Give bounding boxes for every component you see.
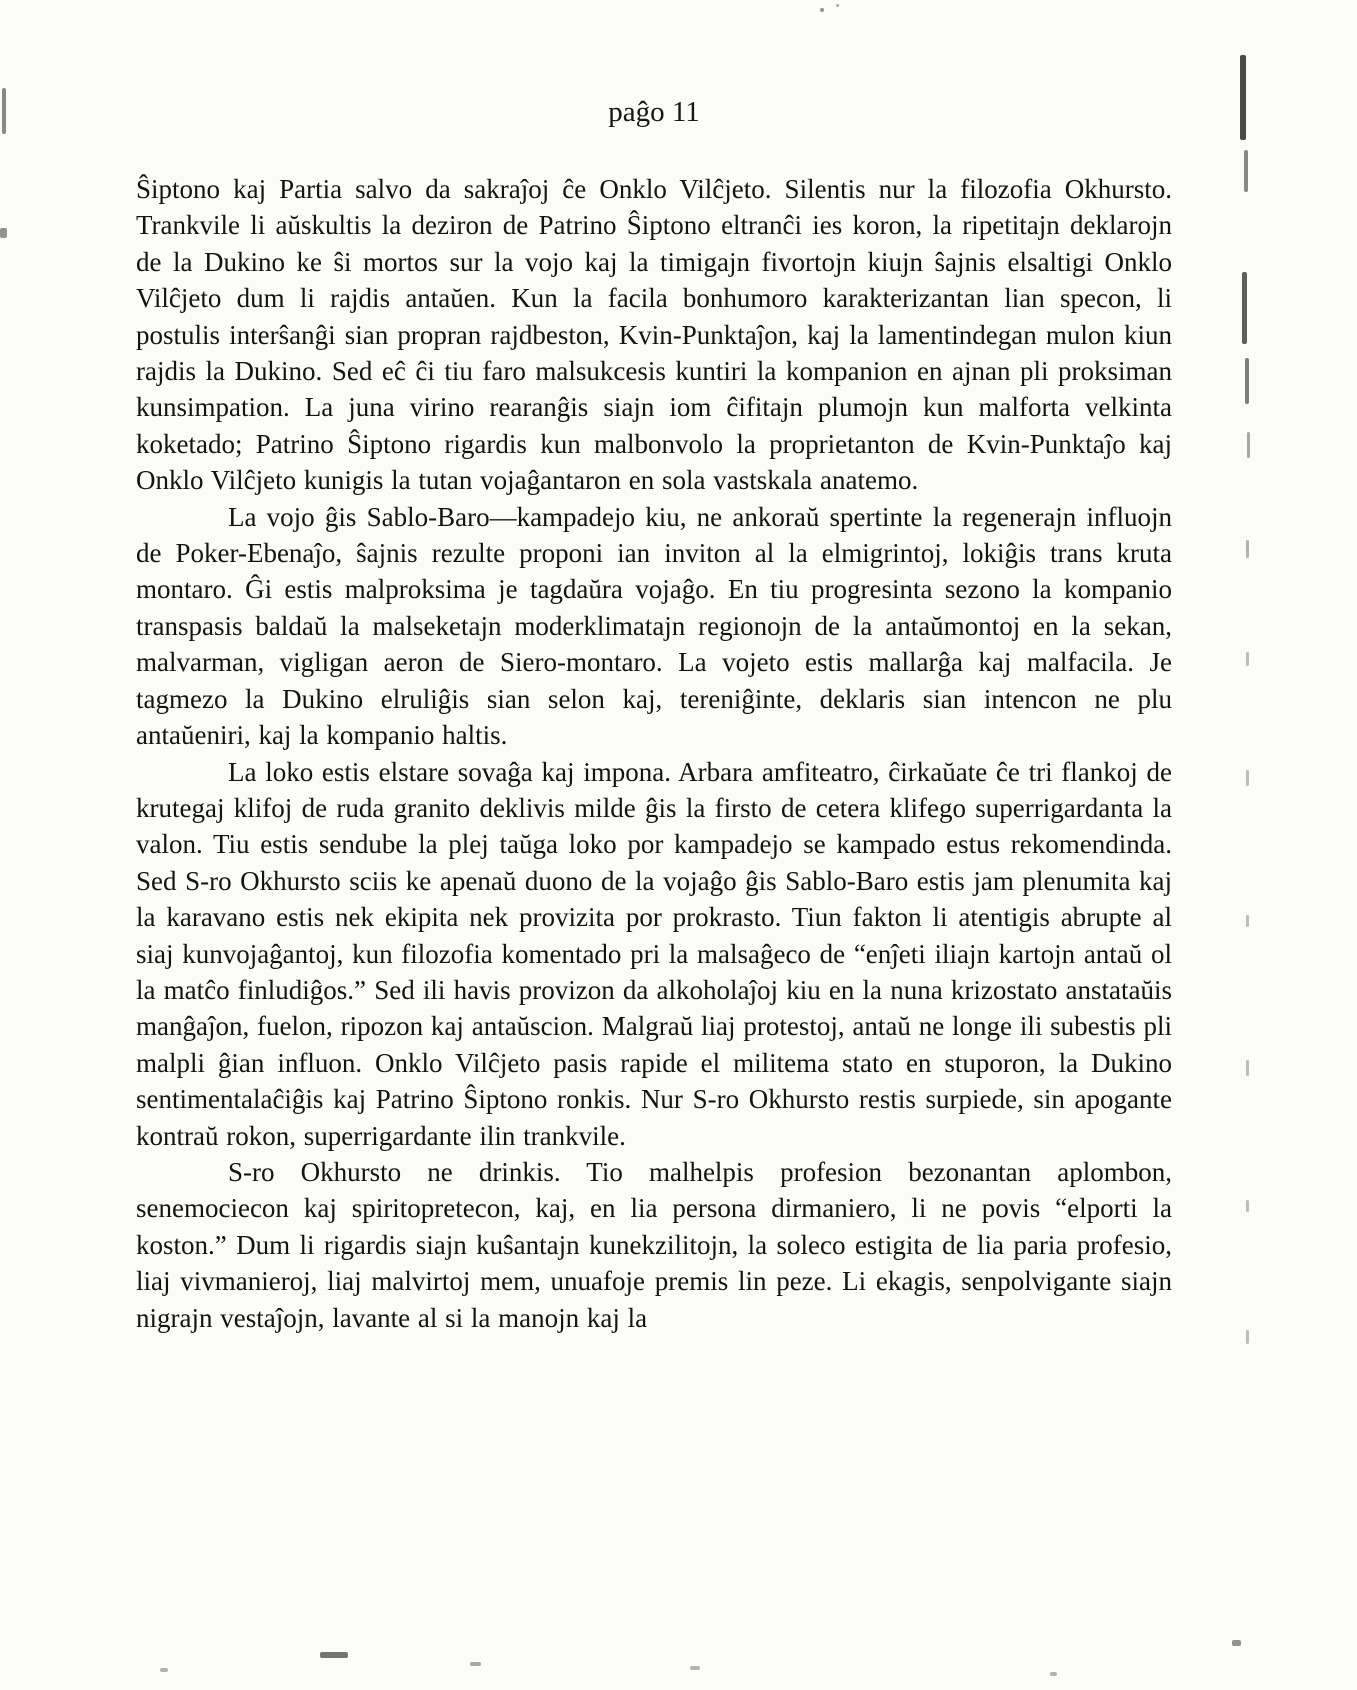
scan-artifact (1247, 432, 1250, 458)
scan-artifact (1246, 1200, 1249, 1212)
scan-artifact (320, 1652, 348, 1658)
paragraph: S-ro Okhursto ne drinkis. Tio malhelpis profesion bezonantan aplombon, senemociecon kaj spiritopretecon, kaj, en lia persona dirmaniero, li ne povis “elporti la koston.” Dum li rigardis siajn kuŝantajn kunekzilitojn, la soleco estigita de lia paria profesio, liaj vivmanieroj, liaj malvirtoj mem, unuafoje premis lin peze. Li ekagis, senpolvigante siajn nigrajn vestaĵojn, lavante al si la manojn kaj la (136, 1156, 1172, 1333)
paragraph: Ŝiptono kaj Partia salvo da sakraĵoj ĉe Onklo Vilĉjeto. Silentis nur la filozofia Okhursto. Trankvile li aŭskultis la deziron de Patrino Ŝiptono eltranĉi ies koron, la ripetitajn deklarojn de la Dukino ke ŝi mortos sur la vojo kaj la timigajn fivortojn kiujn ŝajnis elsaltigi Onklo Vilĉjeto dum li rajdis antaŭen. Kun la facila bonhumoro karakterizantan lian specon, li postulis interŝanĝi sian propran rajdbeston, Kvin-Punktaĵon, kaj la lamentindegan mulon kiun rajdis la Dukino. Sed eĉ ĉi tiu faro malsukcesis kuntiri la kompanion en ajnan pli proksiman kunsimpation. La juna virino rearanĝis siajn iom ĉifitajn plumojn kun malforta velkinta koketado; Patrino Ŝiptono rigardis kun malbonvolo la proprietanton de Kvin-Punktaĵo kaj Onklo Vilĉjeto kunigis la tutan vojaĝantaron en sola vastskala anatemo. (136, 174, 1172, 496)
scan-artifact (1240, 55, 1246, 140)
scan-artifact (690, 1666, 700, 1670)
scan-artifact (1246, 770, 1249, 786)
page-number: paĝo 11 (608, 96, 700, 128)
paragraph: La vojo ĝis Sablo-Baro—kampadejo kiu, ne ankoraŭ spertinte la regenerajn influojn de Poker-Ebenaĵo, ŝajnis rezulte proponi ian inviton al la elmigrintoj, lokiĝis trans kruta montaro. Ĝi estis malproksima je tagdaŭra vojaĝo. En tiu progresinta sezono la kompanio transpasis baldaŭ la malseketajn moderklimatajn regionojn de la antaŭmontoj en la sekan, malvarman, vigligan aeron de Siero-montaro. La vojeto estis mallarĝa kaj malfacila. Je tagmezo la Dukino elruliĝis sian selon kaj, tereniĝinte, deklaris sian intencon ne plu antaŭeniri, kaj la kompanio haltis. (136, 501, 1172, 751)
scan-artifact (1232, 1640, 1241, 1646)
scan-artifact (2, 88, 6, 134)
scan-artifact (1246, 915, 1249, 927)
scan-artifact (1242, 272, 1247, 344)
scan-artifact (1246, 1060, 1249, 1076)
scan-artifact (470, 1662, 481, 1666)
scan-artifact (1244, 150, 1248, 192)
scan-artifact (1245, 358, 1249, 404)
scan-artifact (1246, 540, 1249, 558)
scan-artifact (1246, 652, 1249, 666)
scan-artifact (160, 1668, 168, 1672)
paragraph: La loko estis elstare sovaĝa kaj impona. Arbara amfiteatro, ĉirkaŭate ĉe tri flankoj de krutegaj klifoj de ruda granito deklivis milde ĝis la firsto de cetera klifego superrigardanta la valon. Tiu estis sendube la plej taŭga loko por kampadejo se kampado estus rekomendinda. Sed S-ro Okhursto sciis ke apenaŭ duono de la vojaĝo ĝis Sablo-Baro estis jam plenumita kaj la karavano estis nek ekipita nek provizita por prokrasto. Tiun fakton li atentigis abrupte al siaj kunvojaĝantoj, kun filozofia komentado pri la malsaĝeco de “enĵeti iliajn kartojn antaŭ ol la matĉo finludiĝos.” Sed ili havis provizon da alkoholaĵoj kiu en la nuna krizostato anstataŭis manĝaĵon, fuelon, ripozon kaj antaŭscion. Malgraŭ liaj protestoj, antaŭ ne longe ili subestis pli malpli ĝian influon. Onklo Vilĉjeto pasis rapide el militema stato en stuporon, la Dukino sentimentalaĉiĝis kaj Patrino Ŝiptono ronkis. Nur S-ro Okhursto restis surpiede, sin apogante kontraŭ rokon, superrigardante ilin trankvile. (136, 756, 1172, 1151)
document-page (136, 96, 1172, 1336)
scan-artifact (836, 4, 839, 7)
scan-artifact (1246, 1330, 1249, 1344)
scan-artifact (820, 8, 824, 12)
scan-artifact (0, 228, 7, 238)
scan-artifact (1050, 1672, 1057, 1676)
